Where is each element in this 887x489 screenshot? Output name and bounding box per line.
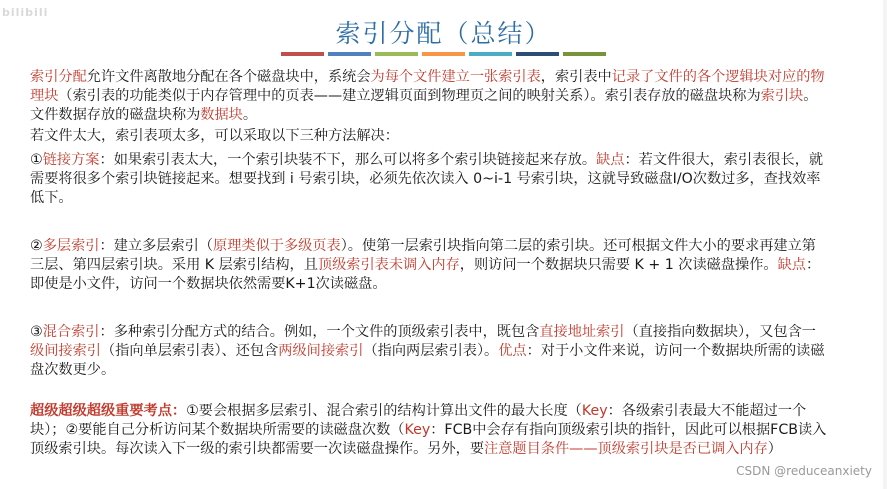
body-text: （指向单层索引表）、还包含 bbox=[100, 343, 279, 359]
highlight-text: 缺点 bbox=[777, 257, 806, 273]
stripe-segment bbox=[516, 52, 559, 56]
paragraph-multilevel-index bbox=[30, 237, 830, 294]
paragraph-problem bbox=[30, 127, 830, 146]
body-text: ③ bbox=[30, 324, 43, 340]
highlight-text: 缺点 bbox=[596, 152, 625, 168]
highlight-text: 两级间接索引 bbox=[278, 343, 364, 359]
body-text: 允许文件离散地分配在各个磁盘块中，系统会 bbox=[86, 69, 371, 85]
highlight-text: 数据块 bbox=[200, 107, 243, 123]
body-text: ，索引表中 bbox=[540, 69, 612, 85]
highlight-text: 级间接索引 bbox=[30, 343, 101, 359]
stripe-segment bbox=[563, 52, 606, 56]
highlight-text: 注意题目条件——顶级索引块是否已调入内存 bbox=[484, 441, 768, 457]
highlight-text: 索引分配 bbox=[30, 69, 87, 85]
body-text: ：多种索引分配方式的结合。例如，一个文件的顶级索引表中，既包含 bbox=[99, 324, 540, 340]
highlight-text: 为每个文件建立一张索引表 bbox=[370, 69, 541, 85]
page-title: 索引分配（总结） bbox=[335, 19, 552, 48]
highlight-text: 混合索引 bbox=[42, 324, 100, 340]
body-text: ：如果索引表太大，一个索引块装不下，那么可以将多个索引块链接起来存放。 bbox=[99, 152, 597, 168]
paragraph-linked-scheme bbox=[30, 151, 830, 208]
highlight-text: Key bbox=[404, 422, 431, 438]
highlight-text: 超级超级超级重要考点： bbox=[30, 403, 187, 419]
highlight-text: 链接方案 bbox=[42, 152, 100, 168]
paragraph-intro bbox=[30, 68, 830, 125]
stripe-segment bbox=[281, 52, 324, 56]
title-underline-stripes bbox=[281, 52, 610, 56]
body-text: 若文件太大，索引表项太多，可以采取以下三种方法解决： bbox=[30, 128, 399, 144]
highlight-text: Key bbox=[581, 403, 608, 419]
body-text: （指向两层索引表）。 bbox=[363, 343, 499, 359]
body-text: ：建立多层索引（ bbox=[99, 238, 214, 254]
paragraph-hybrid-index bbox=[30, 323, 830, 380]
body-text: 。文件数据存放的磁盘块称为 bbox=[30, 88, 818, 123]
body-text: ：对于小文件来说，访问一个数据块所需的读磁盘次数更少。 bbox=[30, 343, 825, 378]
body-text: ：各级索引表最大不能超过一个块）；②要能自己分析访问某个数据块所需要的读磁盘次数（ bbox=[30, 403, 807, 438]
highlight-text: 优点 bbox=[498, 343, 527, 359]
highlight-text: 多层索引 bbox=[42, 238, 100, 254]
body-text: （索引表的功能类似于内存管理中的页表——建立逻辑页面到物理页之间的映射关系）。索引表存放的磁盘块称为 bbox=[58, 88, 761, 104]
body-text: ，则访问一个数据块只需要 K + 1 次读磁盘操作。 bbox=[459, 257, 778, 273]
body-text: （直接指向数据块），又包含一 bbox=[624, 324, 816, 340]
body-text: ）。使第一层索引块指向第二层的索引块。还可根据文件大小的要求再建立第三层、第四层索引块。采用 K 层索引结构，且 bbox=[30, 238, 816, 273]
stripe-segment bbox=[328, 52, 371, 56]
highlight-text: 记录了文件的各个逻辑块对应的物理块 bbox=[30, 69, 825, 104]
body-text: ：若文件很大，索引表很长，就需要将很多个索引块链接起来。想要找到 i 号索引块，必须先依次读入 0~i-1 号索引块，这就导致磁盘I/O次数过多，查找效率低下。 bbox=[30, 152, 824, 206]
body-text: ①要会根据多层索引、混合索引的结构计算出文件的最大长度（ bbox=[186, 403, 582, 419]
body-text: 。 bbox=[242, 107, 258, 123]
body-text: ） bbox=[767, 441, 782, 457]
body-text: ：即使是小文件，访问一个数据块依然需要K+1次读磁盘。 bbox=[30, 257, 821, 292]
stripe-segment bbox=[422, 52, 465, 56]
stripe-segment bbox=[469, 52, 512, 56]
body-text: ① bbox=[30, 152, 43, 168]
csdn-watermark: CSDN @reduceanxiety bbox=[733, 463, 875, 479]
highlight-text: 直接地址索引 bbox=[539, 324, 625, 340]
bilibili-logo: bilibili bbox=[2, 6, 49, 19]
scrollbar-track[interactable] bbox=[883, 0, 887, 489]
body-text: ：FCB中会存有指向顶级索引块的指针，因此可以根据FCB读入顶级索引块。每次读入下一级的索引块都需要一次读磁盘操作。另外，要 bbox=[30, 422, 827, 457]
stripe-segment bbox=[375, 52, 418, 56]
paragraph-key-points bbox=[30, 402, 830, 459]
highlight-text: 原理类似于多级页表 bbox=[213, 238, 341, 254]
highlight-text: 顶级索引表未调入内存 bbox=[317, 257, 460, 273]
highlight-text: 索引块 bbox=[760, 88, 804, 104]
body-text: ② bbox=[30, 238, 43, 254]
